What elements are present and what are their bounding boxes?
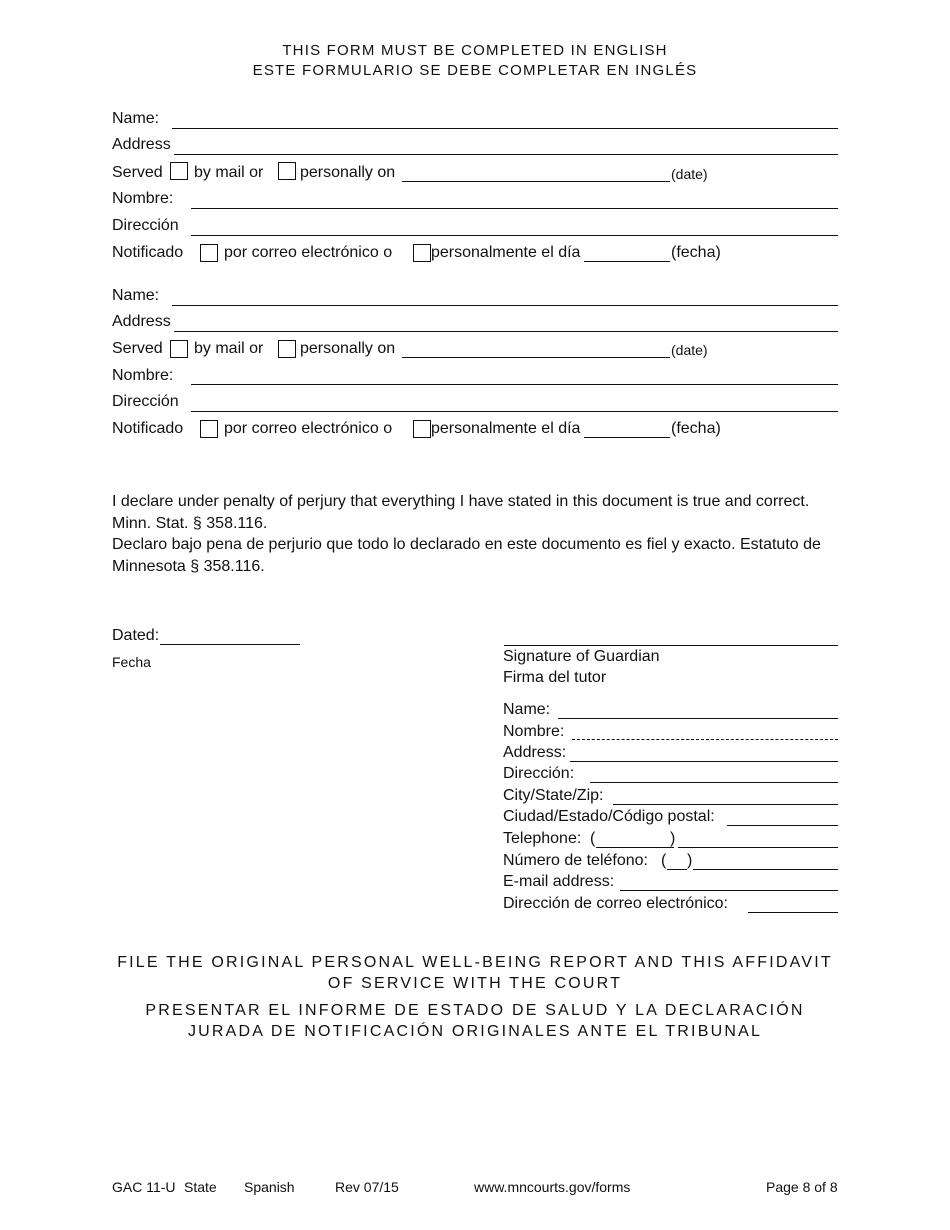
- direccion-label: Dirección: [112, 217, 179, 234]
- address-label: Address: [112, 313, 171, 330]
- footer-language: Spanish: [244, 1179, 295, 1195]
- guardian-address-label: Address:: [503, 744, 567, 761]
- ciudad-field[interactable]: [727, 825, 838, 826]
- name-field[interactable]: [172, 305, 838, 306]
- signature-field[interactable]: [504, 645, 838, 646]
- fecha-label: (fecha): [671, 420, 721, 437]
- filing-instruction-english-2: OF SERVICE WITH THE COURT: [327, 975, 623, 992]
- form-header-english: THIS FORM MUST BE COMPLETED IN ENGLISH: [282, 42, 668, 59]
- by-mail-checkbox[interactable]: [170, 340, 188, 358]
- notificado-label: Notificado: [112, 420, 184, 437]
- fecha-field[interactable]: [584, 261, 670, 262]
- personally-checkbox[interactable]: [278, 340, 296, 358]
- email-label: E-mail address:: [503, 873, 615, 890]
- served-label: Served: [112, 164, 163, 181]
- name-field[interactable]: [172, 128, 838, 129]
- telephone-area-code-field[interactable]: [596, 847, 674, 848]
- by-mail-label: by mail or: [194, 340, 264, 357]
- fecha-label: (fecha): [671, 244, 721, 261]
- name-label: Name:: [112, 287, 160, 304]
- filing-instruction-spanish-1: PRESENTAR EL INFORME DE ESTADO DE SALUD Y LA DECLARACIÓN: [145, 1002, 805, 1019]
- footer-form-code: GAC 11-U: [112, 1179, 176, 1195]
- name-label: Name:: [112, 110, 160, 127]
- numero-paren-open: (: [661, 852, 667, 869]
- personalmente-label: personalmente el día: [431, 244, 581, 261]
- guardian-name-label: Name:: [503, 701, 551, 718]
- telephone-label: Telephone:: [503, 830, 582, 847]
- dated-field[interactable]: [160, 644, 300, 645]
- declaration-spanish: Declaro bajo pena de perjurio que todo lo declarado en este documento es fiel y exacto. Estatuto de Minnesota § 358.116.: [112, 536, 821, 575]
- date-label: (date): [671, 166, 708, 182]
- date-served-field[interactable]: [402, 357, 670, 358]
- notificado-label: Notificado: [112, 244, 184, 261]
- nombre-field[interactable]: [191, 208, 838, 209]
- correo-checkbox[interactable]: [200, 244, 218, 262]
- numero-label: Número de teléfono:: [503, 852, 648, 869]
- form-header-spanish: ESTE FORMULARIO SE DEBE COMPLETAR EN INGLÉS: [252, 62, 698, 79]
- nombre-label: Nombre:: [112, 190, 174, 207]
- telephone-paren-open: (: [590, 830, 596, 847]
- guardian-direccion-field[interactable]: [590, 782, 838, 783]
- footer-page-number: Page 8 of 8: [766, 1179, 838, 1195]
- correo-label: por correo electrónico o: [224, 244, 393, 261]
- personally-label: personally on: [300, 340, 396, 357]
- filing-instruction-spanish-2: JURADA DE NOTIFICACIÓN ORIGINALES ANTE EL TRIBUNAL: [187, 1023, 763, 1040]
- filing-instruction-english-1: FILE THE ORIGINAL PERSONAL WELL-BEING REPORT AND THIS AFFIDAVIT: [117, 954, 833, 971]
- footer-website-link[interactable]: www.mncourts.gov/forms: [474, 1179, 631, 1195]
- signature-label: Signature of Guardian: [503, 648, 660, 665]
- email-field[interactable]: [620, 890, 838, 891]
- guardian-direccion-label: Dirección:: [503, 765, 575, 782]
- city-state-zip-label: City/State/Zip:: [503, 787, 604, 804]
- date-served-field[interactable]: [402, 181, 670, 182]
- correo-label: por correo electrónico o: [224, 420, 393, 437]
- footer-state: State: [184, 1179, 217, 1195]
- personalmente-label: personalmente el día: [431, 420, 581, 437]
- by-mail-checkbox[interactable]: [170, 162, 188, 180]
- numero-field[interactable]: [693, 869, 838, 870]
- address-field[interactable]: [174, 154, 838, 155]
- guardian-address-field[interactable]: [570, 761, 838, 762]
- address-field[interactable]: [174, 331, 838, 332]
- fecha-field[interactable]: [584, 437, 670, 438]
- fecha-sign-label: Fecha: [112, 654, 151, 670]
- ciudad-label: Ciudad/Estado/Código postal:: [503, 808, 715, 825]
- dated-label: Dated:: [112, 627, 160, 644]
- city-state-zip-field[interactable]: [613, 804, 838, 805]
- telephone-paren-close: ): [670, 830, 676, 847]
- personalmente-checkbox[interactable]: [413, 420, 431, 438]
- direccion-field[interactable]: [191, 235, 838, 236]
- correo-electronico-label: Dirección de correo electrónico:: [503, 895, 728, 912]
- firma-label: Firma del tutor: [503, 669, 607, 686]
- nombre-field[interactable]: [191, 384, 838, 385]
- correo-checkbox[interactable]: [200, 420, 218, 438]
- direccion-field[interactable]: [191, 411, 838, 412]
- direccion-label: Dirección: [112, 393, 179, 410]
- personally-label: personally on: [300, 164, 396, 181]
- nombre-label: Nombre:: [112, 367, 174, 384]
- guardian-nombre-field[interactable]: [572, 739, 838, 740]
- guardian-nombre-label: Nombre:: [503, 723, 565, 740]
- date-label: (date): [671, 342, 708, 358]
- served-label: Served: [112, 340, 163, 357]
- numero-area-code-field[interactable]: [667, 869, 687, 870]
- telephone-field[interactable]: [678, 847, 838, 848]
- guardian-name-field[interactable]: [558, 718, 838, 719]
- by-mail-label: by mail or: [194, 164, 264, 181]
- declaration-english: I declare under penalty of perjury that everything I have stated in this document is true and correct. Minn. Stat. § 358.116.: [112, 493, 810, 532]
- numero-paren-close: ): [687, 852, 693, 869]
- personally-checkbox[interactable]: [278, 162, 296, 180]
- correo-electronico-field[interactable]: [748, 912, 838, 913]
- address-label: Address: [112, 136, 171, 153]
- footer-revision: Rev 07/15: [335, 1179, 399, 1195]
- personalmente-checkbox[interactable]: [413, 244, 431, 262]
